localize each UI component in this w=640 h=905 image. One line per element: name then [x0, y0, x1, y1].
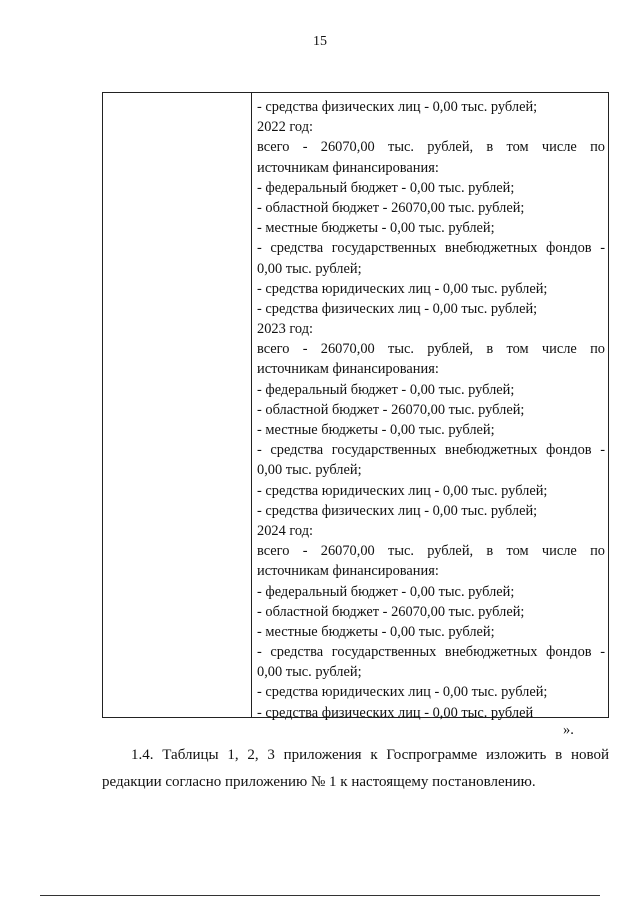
- table-line: - средства государственных внебюджетных фондов -: [257, 442, 605, 459]
- table-line: источникам финансирования:: [257, 361, 439, 378]
- table-column-divider: [251, 93, 252, 717]
- table-line: - средства физических лиц - 0,00 тыс. рублей;: [257, 502, 538, 519]
- table-line: - местные бюджеты - 0,00 тыс. рублей;: [257, 220, 495, 237]
- table-line: 0,00 тыс. рублей;: [257, 664, 362, 681]
- table-line: - средства государственных внебюджетных фондов -: [257, 644, 605, 661]
- table-line: источникам финансирования:: [257, 159, 439, 176]
- paragraph-line: редакции согласно приложению № 1 к настоящему постановлению.: [102, 774, 536, 790]
- table-line: 2024 год:: [257, 522, 314, 539]
- table-line: - областной бюджет - 26070,00 тыс. рублей;: [257, 401, 525, 418]
- table-line: - средства физических лиц - 0,00 тыс. рублей;: [257, 300, 538, 317]
- closing-quote: ».: [563, 722, 574, 738]
- table-line: 0,00 тыс. рублей;: [257, 260, 362, 277]
- table-line: всего - 26070,00 тыс. рублей, в том числе по: [257, 543, 605, 560]
- table-line: - средства государственных внебюджетных фондов -: [257, 240, 605, 257]
- funding-details-cell: [257, 97, 605, 723]
- table-line: - федеральный бюджет - 0,00 тыс. рублей;: [257, 583, 515, 600]
- table-line: источникам финансирования:: [257, 563, 439, 580]
- paragraph-line: 1.4. Таблицы 1, 2, 3 приложения к Госпрограмме изложить в новой: [131, 747, 609, 763]
- table-line: 2022 год:: [257, 119, 314, 136]
- table-line: - средства юридических лиц - 0,00 тыс. рублей;: [257, 684, 548, 701]
- amendment-paragraph: [102, 742, 609, 796]
- table-line: - местные бюджеты - 0,00 тыс. рублей;: [257, 623, 495, 640]
- table-line: - федеральный бюджет - 0,00 тыс. рублей;: [257, 381, 515, 398]
- table-line: - средства физических лиц - 0,00 тыс. рублей: [257, 704, 534, 721]
- table-line: всего - 26070,00 тыс. рублей, в том числе по: [257, 341, 605, 358]
- funding-table: [102, 92, 609, 721]
- table-line: - средства юридических лиц - 0,00 тыс. рублей;: [257, 482, 548, 499]
- table-line: - федеральный бюджет - 0,00 тыс. рублей;: [257, 179, 515, 196]
- table-line: всего - 26070,00 тыс. рублей, в том числе по: [257, 139, 605, 156]
- footer-rule: [40, 895, 600, 896]
- table-line: - местные бюджеты - 0,00 тыс. рублей;: [257, 422, 495, 438]
- table-line: - областной бюджет - 26070,00 тыс. рублей;: [257, 603, 525, 620]
- page-number: 15: [313, 34, 327, 49]
- table-line: - средства юридических лиц - 0,00 тыс. рублей;: [257, 280, 548, 297]
- table-line: 2023 год:: [257, 321, 314, 338]
- table-line: - областной бюджет - 26070,00 тыс. рублей;: [257, 199, 525, 216]
- table-line: - средства физических лиц - 0,00 тыс. рублей;: [257, 99, 538, 115]
- table-line: 0,00 тыс. рублей;: [257, 462, 362, 479]
